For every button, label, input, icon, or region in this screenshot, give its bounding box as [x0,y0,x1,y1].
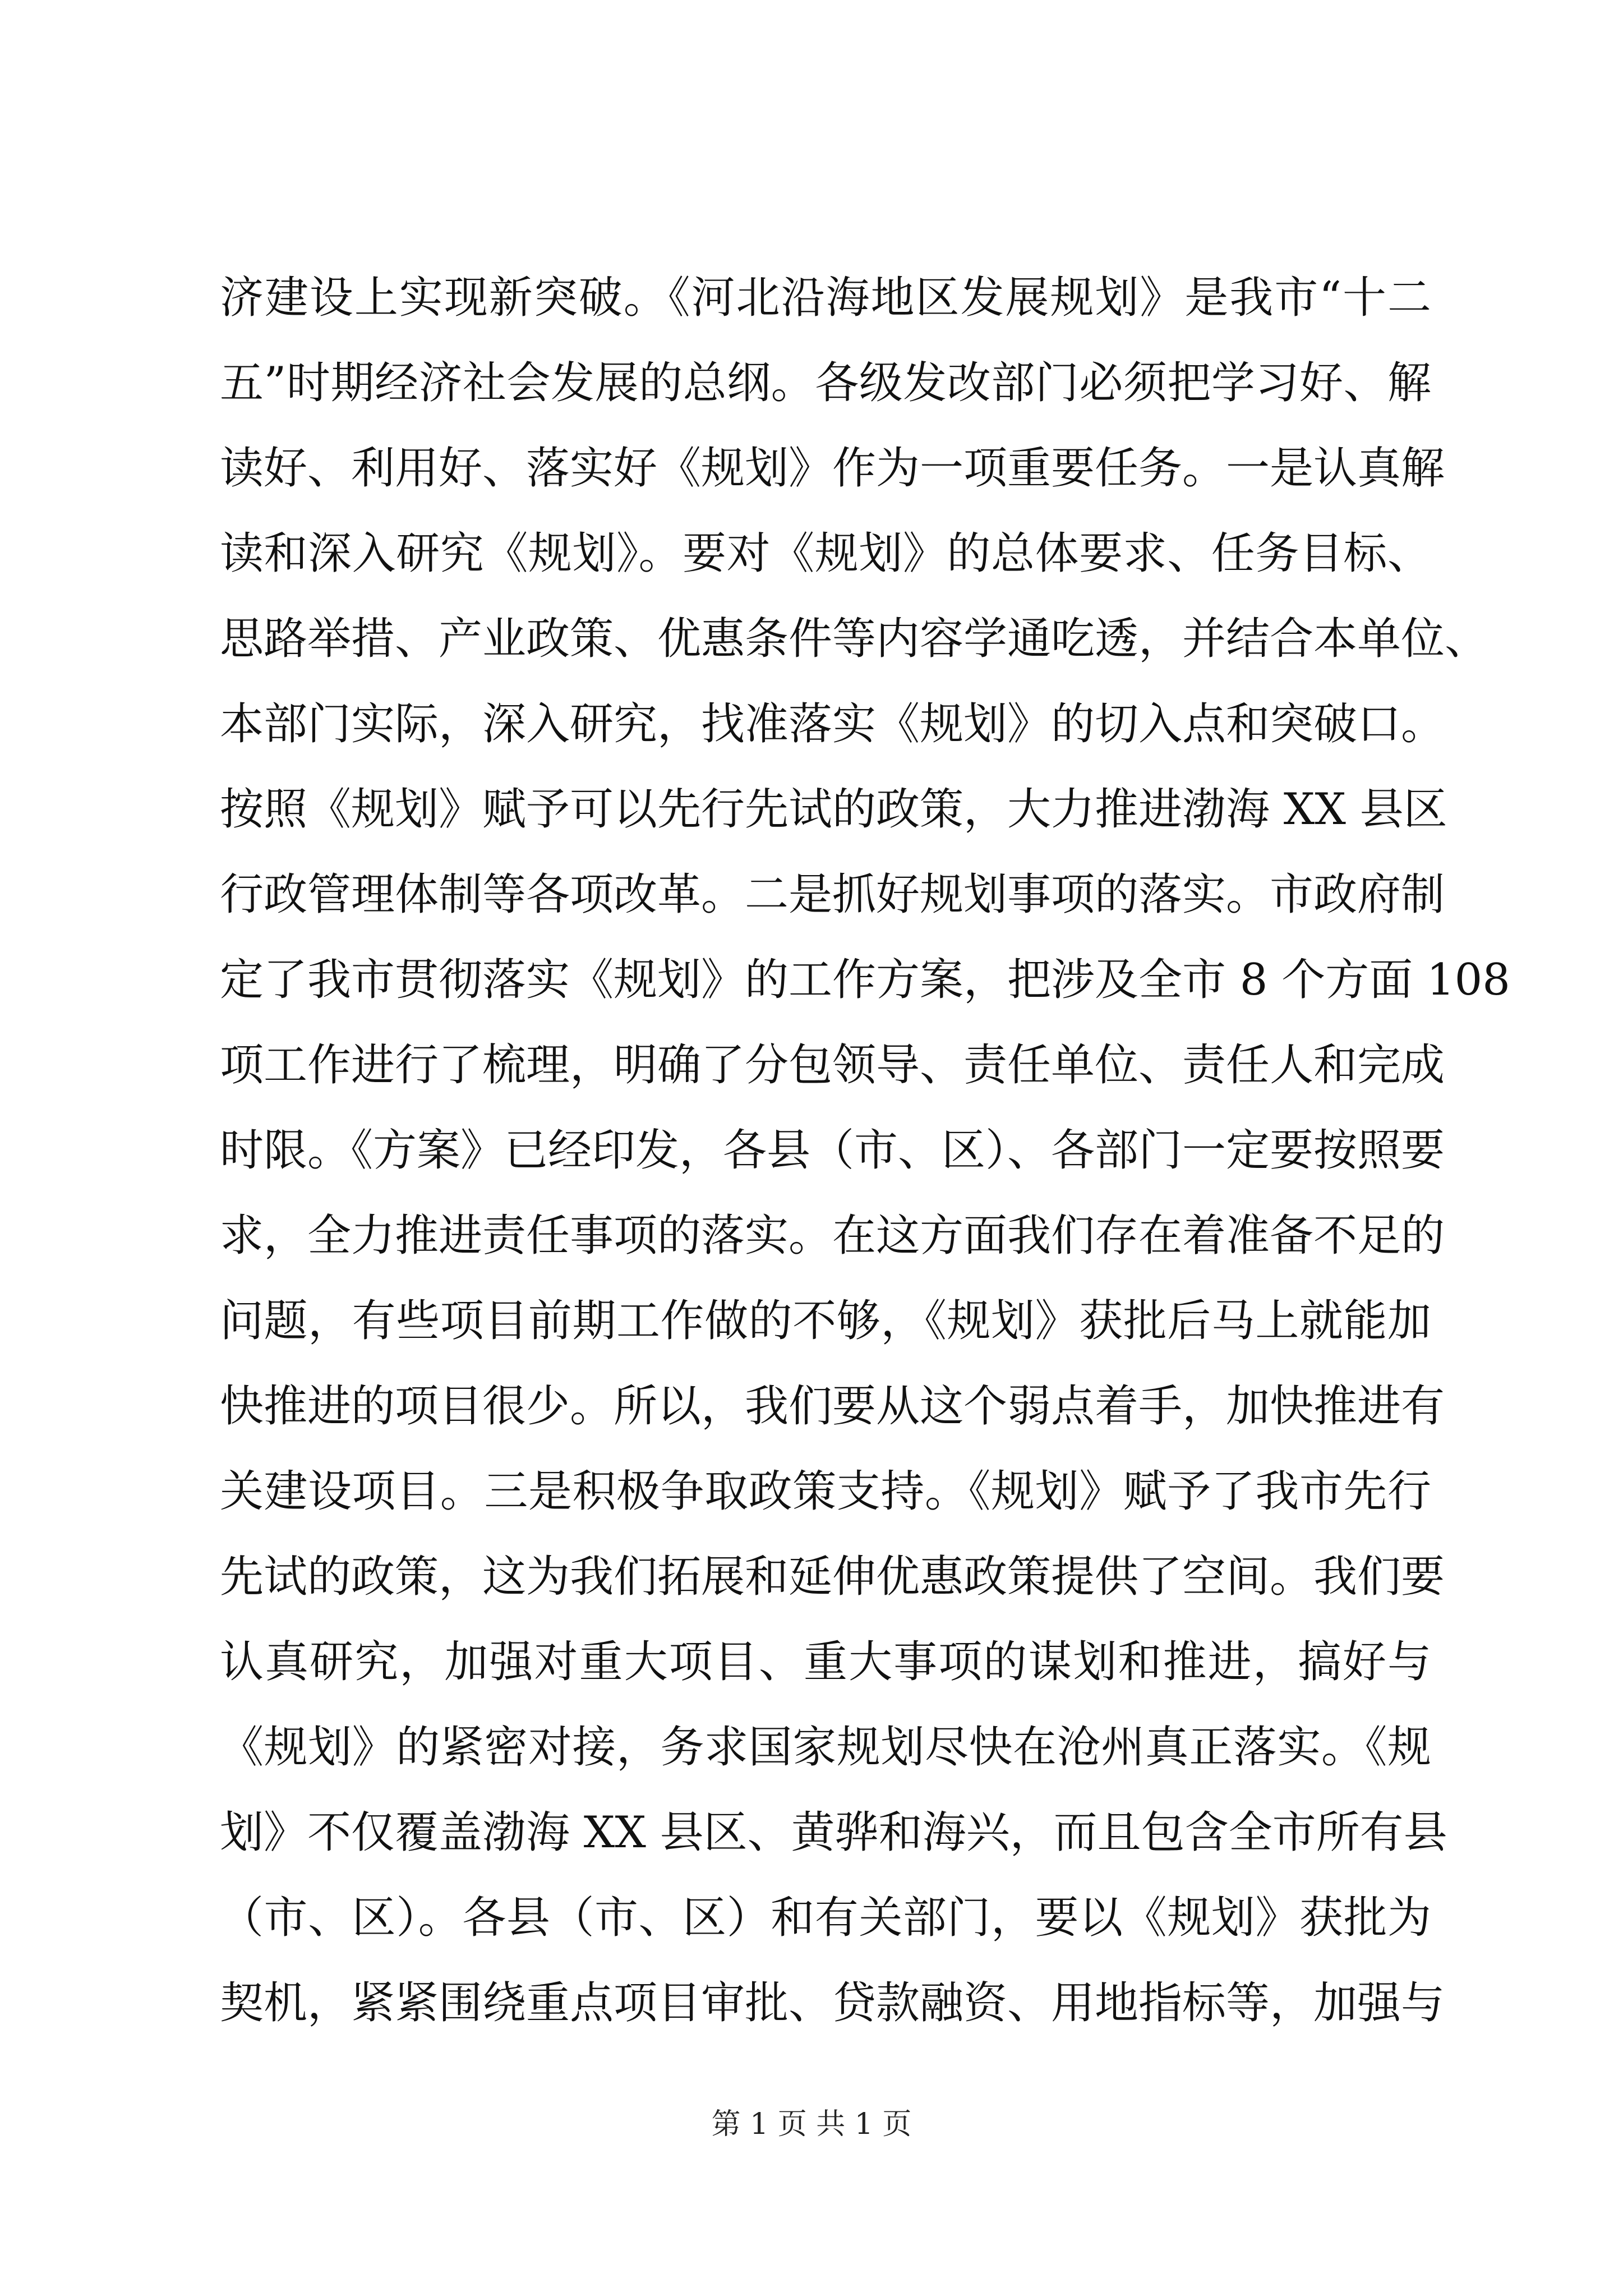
text-line-17: 认真研究，加强对重大项目、重大事项的谋划和推进，搞好与 [220,1637,1431,1687]
document-body [220,255,1510,2046]
text-line-9: 定了我市贯彻落实《规划》的工作方案，把涉及全市 8 个方面 108 [220,955,1510,1005]
text-line-2: 五”时期经济社会发展的总纲。各级发改部门必须把学习好、解 [220,358,1431,408]
text-line-11: 时限。《方案》已经印发，各县（市、区）、各部门一定要按照要 [220,1125,1445,1176]
text-line-7: 按照《规划》赋予可以先行先试的政策，大力推进渤海 XX 县区 [220,784,1447,835]
text-line-8: 行政管理体制等各项改革。二是抓好规划事项的落实。市政府制 [220,869,1445,920]
text-line-5: 思路举措、产业政策、优惠条件等内容学通吃透，并结合本单位、 [220,614,1489,664]
text-line-6: 本部门实际，深入研究，找准落实《规划》的切入点和突破口。 [220,699,1445,749]
text-line-14: 快推进的项目很少。所以，我们要从这个弱点着手，加快推进有 [220,1381,1445,1432]
text-line-12: 求，全力推进责任事项的落实。在这方面我们存在着准备不足的 [220,1211,1445,1261]
text-line-3: 读好、利用好、落实好《规划》作为一项重要任务。一是认真解 [220,443,1445,494]
text-line-20: （市、区）。各县（市、区）和有关部门，要以《规划》获批为 [220,1893,1431,1943]
text-line-21: 契机，紧紧围绕重点项目审批、贷款融资、用地指标等，加强与 [220,1978,1445,2028]
text-line-16: 先试的政策，这为我们拓展和延伸优惠政策提供了空间。我们要 [220,1552,1445,1602]
text-line-1: 济建设上实现新突破。《河北沿海地区发展规划》是我市“十二 [220,273,1431,323]
page-footer: 第 1 页 共 1 页 [711,2108,912,2141]
text-line-15: 关建设项目。三是积极争取政策支持。《规划》赋予了我市先行 [220,1466,1431,1517]
text-line-19: 划》不仅覆盖渤海 XX 县区、黄骅和海兴，而且包含全市所有县 [220,1807,1447,1858]
text-line-4: 读和深入研究《规划》。要对《规划》的总体要求、任务目标、 [220,528,1431,579]
text-line-13: 问题，有些项目前期工作做的不够，《规划》获批后马上就能加 [220,1296,1431,1346]
text-line-18: 《规划》的紧密对接，务求国家规划尽快在沧州真正落实。《规 [220,1722,1431,1773]
text-line-10: 项工作进行了梳理，明确了分包领导、责任单位、责任人和完成 [220,1040,1445,1091]
